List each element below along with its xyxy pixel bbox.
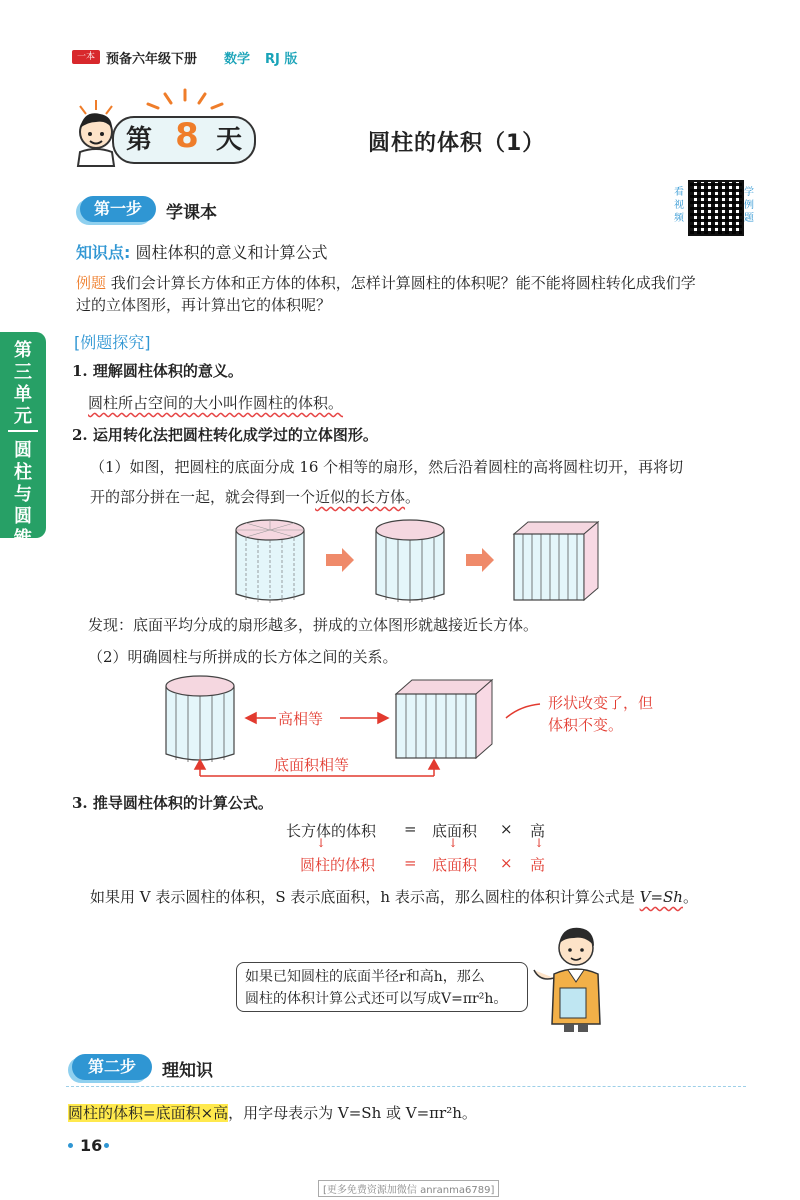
tip-speech-bubble <box>236 962 528 1012</box>
volume-formula: V=Sh <box>639 888 683 906</box>
step-one-label: 学课本 <box>166 203 217 223</box>
unit-side-tab <box>0 332 46 549</box>
arrow-right-icon <box>466 548 494 572</box>
height-term: 高 <box>530 856 546 874</box>
section-2-para-1-line-1: （1）如图，把圆柱的底面分成 16 个相等的扇形，然后沿着圆柱的高将圆柱切开，再将切 <box>90 458 684 476</box>
qr-right-caption: 学例题 <box>744 187 754 224</box>
step-one-pill: 第一步 <box>80 196 156 222</box>
arrow-down-icon: ↓ <box>316 836 327 850</box>
knowledge-text: 圆柱体积的意义和计算公式 <box>135 243 328 262</box>
section-1-definition: 圆柱所占空间的大小叫作圆柱的体积。 <box>88 394 344 412</box>
book-title: 预备六年级下册 <box>106 52 198 67</box>
arrow-down-icon: ↓ <box>448 836 459 850</box>
day-number: 8 <box>175 116 199 156</box>
teacher-illustration <box>528 918 618 1034</box>
section-2-para-1-line-2: 开的部分拼在一起，就会得到一个 <box>90 488 316 506</box>
subject-label: 数学 <box>224 52 251 67</box>
conclusion-text: 如果用 V 表示圆柱的体积，S 表示底面积，h 表示高，那么圆柱的体积计算公式是 <box>90 888 640 906</box>
example-line-2: 过的立体图形，再计算出它的体积呢？ <box>76 296 332 314</box>
tip-line-1: 如果已知圆柱的底面半径r和高h，那么 <box>245 969 485 985</box>
knowledge-point <box>76 240 328 263</box>
cuboid-volume-term: 长方体的体积 <box>286 822 377 840</box>
approx-cuboid-figure <box>514 522 598 600</box>
arrow-down-icon: ↓ <box>534 836 545 850</box>
formula-derivation <box>0 820 800 880</box>
knowledge-label: 知识点: <box>76 243 131 262</box>
step-two-pill: 第二步 <box>72 1054 152 1080</box>
height-term: 高 <box>530 822 546 840</box>
summary-highlight: 圆柱的体积=底面积×高 <box>68 1104 229 1122</box>
height-equal-label: 高相等 <box>278 710 324 728</box>
edition-label: RJ 版 <box>265 52 298 67</box>
section-1-title: 1. 理解圆柱体积的意义。 <box>72 362 243 380</box>
finding-text: 发现：底面平均分成的扇形越多，拼成的立体图形就越接近长方体。 <box>88 616 539 634</box>
example-tag: 例题 <box>76 274 107 292</box>
example-paragraph <box>76 272 766 316</box>
qr-code[interactable] <box>688 180 744 236</box>
equals-sign: = <box>404 820 417 838</box>
cylinder-volume-term: 圆柱的体积 <box>300 856 376 874</box>
times-sign: × <box>500 854 513 872</box>
arrow-right-icon <box>326 548 354 572</box>
tip-line-2: 圆柱的体积计算公式还可以写成V=πr²h。 <box>245 991 508 1007</box>
day-badge <box>112 116 256 164</box>
formula-conclusion <box>90 886 698 907</box>
cylinder-sliced-figure <box>236 520 304 603</box>
step-two-label: 理知识 <box>162 1061 213 1081</box>
base-area-term: 底面积 <box>432 822 478 840</box>
example-line-1: 我们会计算长方体和正方体的体积，怎样计算圆柱的体积呢？能不能将圆柱转化成我们学 <box>110 274 696 292</box>
times-sign: × <box>500 820 513 838</box>
section-3-title: 3. 推导圆柱体积的计算公式。 <box>72 794 273 812</box>
footer-watermark: [更多免费资源加微信 anranma6789] <box>318 1180 499 1197</box>
qr-left-caption: 看视频 <box>674 187 684 224</box>
unit-topic: 圆柱与圆锥 <box>14 440 32 549</box>
page-number: 16 <box>80 1136 103 1155</box>
section-2-para-1 <box>90 456 770 508</box>
explore-heading: [例题探究] <box>74 333 151 352</box>
base-area-equal-label: 底面积相等 <box>268 754 355 775</box>
shape-change-note <box>548 692 653 736</box>
equals-sign: = <box>404 854 417 872</box>
lesson-title: 圆柱的体积（1） <box>368 131 546 156</box>
unit-label: 第三单元 <box>14 340 32 427</box>
conclusion-end: 。 <box>682 888 698 906</box>
note-line-2: 体积不变。 <box>548 716 624 734</box>
approx-cuboid-term: 近似的长方体 <box>315 488 406 506</box>
base-area-term: 底面积 <box>432 856 478 874</box>
cylinder-cut-figure <box>376 520 444 603</box>
day-suffix: 天 <box>215 125 242 155</box>
page-dot-right <box>104 1143 109 1148</box>
day-prefix: 第 <box>125 125 152 155</box>
summary-line <box>68 1102 477 1123</box>
note-line-1: 形状改变了，但 <box>548 694 654 712</box>
summary-rest: ，用字母表示为 V=Sh 或 V=πr²h。 <box>228 1104 477 1122</box>
note-pointer <box>506 704 540 718</box>
page-dot-left <box>68 1143 73 1148</box>
section-2-title: 2. 运用转化法把圆柱转化成学过的立体图形。 <box>72 426 378 444</box>
section-divider <box>66 1086 746 1087</box>
section-2-para-1-end: 。 <box>405 488 421 506</box>
section-2-para-2: （2）明确圆柱与所拼成的长方体之间的关系。 <box>88 648 398 666</box>
cylinder-transformation-diagram <box>230 516 610 608</box>
publisher-logo: 一本 <box>72 50 100 64</box>
sun-rays-decoration <box>140 88 230 116</box>
